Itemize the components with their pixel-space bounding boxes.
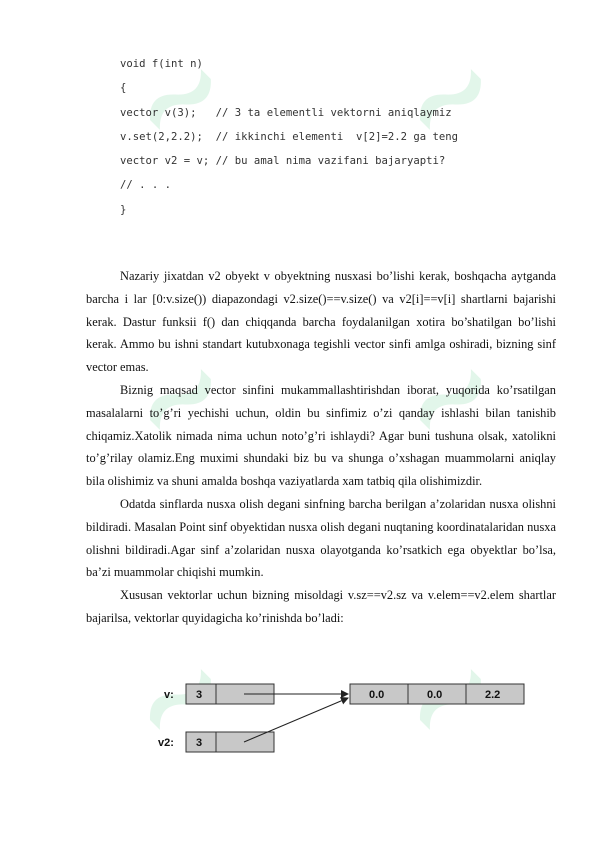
element-value: 0.0 (427, 689, 443, 701)
paragraph: Odatda sinflarda nusxa olish degani sinfning barcha berilgan a’zolaridan nusxa olishni bildiradi. Masalan Point sinf obyektidan nusxa olish degani nuqtaning koordinatalaridan nusxa olishni bildiradi.Agar sinf a’zolaridan nusxa olayotganda ko’rsatkich ega obyektlar bo’lsa, ba’zi muammolar chiqishi mumkin. (86, 496, 556, 580)
v2-label: v2: (158, 737, 174, 749)
code-line: } (120, 203, 127, 216)
v2-size-value: 3 (196, 737, 203, 749)
v-label: v: (164, 689, 174, 701)
vector-diagram (0, 676, 596, 776)
code-listing (120, 52, 458, 222)
code-line: v.set(2,2.2); // ikkinchi elementi v[2]=2.2 ga teng (120, 130, 459, 143)
code-line: vector v2 = v; // bu amal nima vazifani bajaryapti? (120, 155, 446, 168)
v2-pointer-arrow (244, 698, 348, 742)
paragraph: Biznig maqsad vector sinfini mukammallashtirishdan iborat, yuqorida ko’rsatilgan masalalarni to’g’ri yechishi uchun, oldin bu sinfimiz o’zi qanday ishlashi bilan tanishib chiqamiz.Xatolik nimada nima uchun noto’g’ri ishlaydi? Agar buni tushuna olsak, xatolikni to’g’rilay olamiz.Eng muximi shundaki biz bu va shunga o’xshagan muammolarni aniqlay bila olishimiz va shuni amalda boshqa vaziyatlarda xam tatbiq qila olishimizdir. (86, 382, 556, 489)
body-text (86, 265, 556, 630)
element-value: 0.0 (369, 689, 385, 701)
code-line: vector v(3); // 3 ta elementli vektorni aniqlaymiz (120, 106, 452, 119)
v-size-value: 3 (196, 689, 203, 701)
paragraph: Nazariy jixatdan v2 obyekt v obyektning nusxasi bo’lishi kerak, boshqacha aytganda barcha i lar [0:v.size()) diapazondagi v2.size()==v.size() va v2[i]==v[i] shartlarni bajarishi kerak. Dastur funksii f() dan chiqqanda barcha foydalanilgan xotira bo’shatilgan bo’lishi kerak. Ammo bu ishni standart kutubxonaga tegishli vector sinfi amlga oshiradi, bizning sinf vector emas. (86, 269, 556, 375)
paragraph: Xususan vektorlar uchun bizning misoldagi v.sz==v2.sz va v.elem==v2.elem shartlar bajarilsa, vektorlar quyidagicha ko’rinishda bo’ladi: (86, 588, 556, 625)
code-line: void f(int n) (120, 58, 203, 70)
code-line: // . . . (120, 179, 172, 192)
code-line: { (120, 82, 127, 95)
element-value: 2.2 (485, 689, 501, 701)
